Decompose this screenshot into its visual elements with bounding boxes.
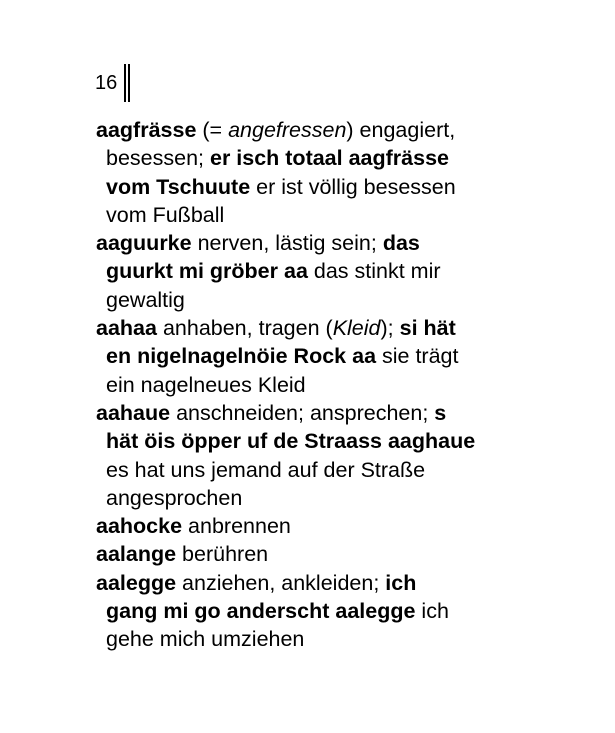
bold-text: gang mi go anderscht aalegge [106, 599, 416, 624]
entry-line [96, 569, 556, 597]
bold-text: en nigelnagelnöie Rock aa [106, 344, 377, 369]
entry-line [96, 512, 556, 540]
dictionary-entry [96, 116, 556, 229]
italic-text: angefressen [228, 118, 347, 142]
bold-text: das [382, 231, 420, 256]
bold-text: guurkt mi gröber aa [106, 259, 308, 284]
bold-text: hät öis öpper uf de Straass aaghaue [106, 429, 476, 454]
plain-text: das stinkt mir [307, 259, 441, 284]
entry-line [96, 173, 556, 201]
dictionary-entry [96, 512, 556, 540]
plain-text: berühren [176, 542, 269, 567]
dictionary-entry [96, 540, 556, 568]
plain-text: anschneiden; ansprechen; [170, 400, 435, 425]
plain-text: anhaben, tragen ( [156, 316, 333, 341]
dictionary-entry [96, 399, 556, 512]
entry-line [96, 625, 556, 653]
plain-text: ich [415, 599, 449, 624]
headword: aalegge [96, 570, 177, 595]
bold-text: s [434, 400, 447, 425]
headword: aahaa [96, 316, 157, 341]
entry-line [96, 399, 556, 427]
entry-line [96, 342, 556, 370]
entry-line [96, 314, 556, 342]
entry-line [96, 597, 556, 625]
plain-text: es hat uns jemand auf der Straße [106, 457, 426, 482]
plain-text: anziehen, ankleiden; [176, 570, 386, 595]
headword: aalange [96, 542, 177, 567]
headword: aahocke [96, 514, 183, 539]
plain-text: nerven, lästig sein; [191, 231, 383, 256]
dictionary-entry [96, 314, 556, 399]
plain-text: (= [196, 118, 229, 142]
headword: aaguurke [96, 231, 192, 256]
entry-line [96, 144, 556, 172]
entry-line [96, 371, 556, 399]
dictionary-entries [96, 116, 556, 654]
entry-line [96, 484, 556, 512]
plain-text: angesprochen [106, 485, 243, 510]
entry-line [96, 116, 556, 144]
plain-text: ); [380, 316, 400, 341]
plain-text: anbrennen [182, 514, 291, 539]
bold-text: vom Tschuute [106, 174, 251, 199]
bold-text: si hät [399, 316, 456, 341]
entry-line [96, 456, 556, 484]
entry-line [96, 229, 556, 257]
entry-line [96, 286, 556, 314]
entry-line [96, 201, 556, 229]
dictionary-entry [96, 229, 556, 314]
dictionary-entry [96, 569, 556, 654]
headword: aagfrässe [96, 118, 197, 142]
bold-text: er isch totaal aagfrässe [209, 146, 449, 171]
bold-text: ich [385, 570, 417, 595]
plain-text: besessen; [106, 146, 210, 171]
plain-text: vom Fußball [106, 202, 225, 227]
plain-text: er ist völlig besessen [250, 174, 456, 199]
plain-text: gewaltig [106, 287, 185, 312]
page-number: 16 [95, 72, 118, 94]
plain-text: sie trägt [376, 344, 459, 369]
entry-line [96, 257, 556, 285]
page-number-rule [124, 64, 130, 102]
plain-text: gehe mich umziehen [106, 627, 305, 652]
plain-text: ein nagelneues Kleid [106, 372, 306, 397]
italic-text: Kleid [332, 316, 381, 341]
entry-line [96, 540, 556, 568]
plain-text: ) engagiert, [346, 118, 456, 142]
headword: aahaue [96, 400, 171, 425]
entry-line [96, 427, 556, 455]
